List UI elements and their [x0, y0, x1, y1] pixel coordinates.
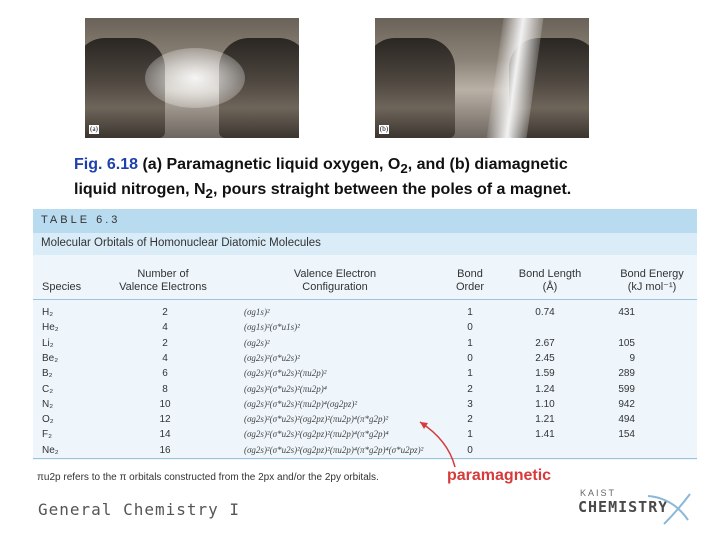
photo-tag-a: (a)	[90, 125, 98, 133]
cell-species: C₂	[42, 383, 54, 395]
cell-bond-length: 1.41	[535, 429, 555, 441]
table-footnote: πu2p refers to the π orbitals constructed from the 2px and/or the 2py orbitals.	[37, 472, 379, 483]
cell-valence: 12	[159, 414, 171, 426]
cell-bond-order: 2	[467, 383, 473, 395]
cell-bond-length: 0.74	[535, 307, 555, 318]
cell-config: (σg1s)²(σ*u1s)²	[244, 322, 300, 333]
cell-config: (σg2s)²(σ*u2s)²(σg2pz)²(πu2p)⁴(π*g2p)⁴(σ*u2pz)²	[244, 444, 424, 455]
course-title: General Chemistry I	[38, 500, 241, 519]
kaist-chemistry-logo: KAIST CHEMISTRY	[578, 488, 698, 528]
caption-text-2b: , pours straight between the poles of a magnet.	[212, 181, 572, 199]
cell-valence: 2	[162, 337, 168, 349]
logo-swoosh-icon	[578, 488, 698, 528]
cell-bond-length: 1.21	[535, 414, 555, 426]
cell-bond-energy: 431	[618, 307, 635, 318]
cell-bond-length: 1.59	[535, 368, 555, 380]
caption-text-2: liquid nitrogen, N	[74, 181, 206, 199]
caption-sub-2: 2	[205, 186, 213, 202]
cell-species: F₂	[42, 429, 52, 441]
cell-bond-order: 1	[467, 307, 473, 318]
paramagnetic-label: paramagnetic	[447, 467, 552, 484]
col-header-bond-order: Bond Order	[455, 268, 485, 293]
cell-bond-order: 0	[467, 352, 473, 364]
table-title: Molecular Orbitals of Homonuclear Diatomic Molecules	[41, 237, 321, 249]
cell-config: (σg2s)²	[244, 337, 270, 348]
cell-bond-order: 2	[467, 414, 473, 426]
cell-species: He₂	[42, 322, 59, 334]
cell-bond-order: 1	[467, 368, 473, 380]
cell-config: (σg2s)²(σ*u2s)²(πu2p)⁴	[244, 383, 327, 394]
cell-species: O₂	[42, 414, 54, 426]
col-header-valence: Number of Valence Electrons	[119, 268, 207, 293]
cell-species: Li₂	[42, 337, 54, 349]
cell-config: (σg2s)²(σ*u2s)²(σg2pz)²(πu2p)⁴(π*g2p)²	[244, 414, 389, 425]
photo-tag-b: (b)	[379, 125, 389, 133]
caption-sub-1: 2	[400, 161, 408, 177]
cell-valence: 2	[162, 307, 168, 318]
cell-species: B₂	[42, 368, 53, 380]
cell-bond-order: 1	[467, 429, 473, 441]
cell-bond-length: 2.45	[535, 352, 555, 364]
col-header-bond-energy: Bond Energy (kJ mol⁻¹)	[620, 268, 684, 293]
cell-config: (σg2s)²(σ*u2s)²(πu2p)⁴(σg2pz)²	[244, 398, 358, 409]
col-header-species: Species	[42, 281, 82, 293]
cell-bond-order: 1	[467, 337, 473, 349]
col-header-config: Valence Electron Configuration	[293, 268, 377, 293]
cell-valence: 10	[159, 398, 171, 410]
col-header-bond-length: Bond Length (Å)	[518, 268, 582, 293]
cell-bond-energy: 494	[618, 414, 635, 426]
cell-bond-energy: 942	[618, 398, 635, 410]
cell-species: Be₂	[42, 352, 59, 364]
cell-bond-order: 0	[467, 444, 473, 456]
cell-bond-order: 3	[467, 398, 473, 410]
cell-bond-order: 0	[467, 322, 473, 334]
caption-text-1: (a) Paramagnetic liquid oxygen, O	[138, 156, 401, 173]
cell-valence: 16	[159, 444, 171, 456]
cell-bond-length: 1.24	[535, 383, 555, 395]
cell-valence: 4	[162, 352, 168, 364]
figure-ref: Fig. 6.18	[74, 156, 139, 173]
cell-valence: 4	[162, 322, 168, 334]
cell-config: (σg2s)²(σ*u2s)²	[244, 352, 300, 363]
table-label: TABLE 6.3	[41, 214, 121, 226]
cell-valence: 8	[162, 383, 168, 395]
cell-species: H₂	[42, 307, 54, 318]
caption-text-1b: , and (b) diamagnetic	[407, 156, 568, 173]
cell-bond-energy: 9	[629, 352, 635, 364]
cell-bond-energy: 289	[618, 368, 635, 380]
cell-bond-length: 2.67	[535, 337, 555, 349]
cell-species: Ne₂	[42, 444, 59, 456]
cell-bond-energy: 105	[618, 337, 635, 349]
cell-species: N₂	[42, 398, 54, 410]
cell-config: (σg2s)²(σ*u2s)²(σg2pz)²(πu2p)⁴(π*g2p)⁴	[244, 429, 389, 440]
cell-bond-length: 1.10	[535, 398, 555, 410]
cell-bond-energy: 599	[618, 383, 635, 395]
cell-config: (σg2s)²(σ*u2s)²(πu2p)²	[244, 368, 327, 379]
cell-bond-energy: 154	[618, 429, 635, 441]
cell-config: (σg1s)²	[244, 307, 270, 317]
cell-valence: 14	[159, 429, 171, 441]
cell-valence: 6	[162, 368, 168, 380]
